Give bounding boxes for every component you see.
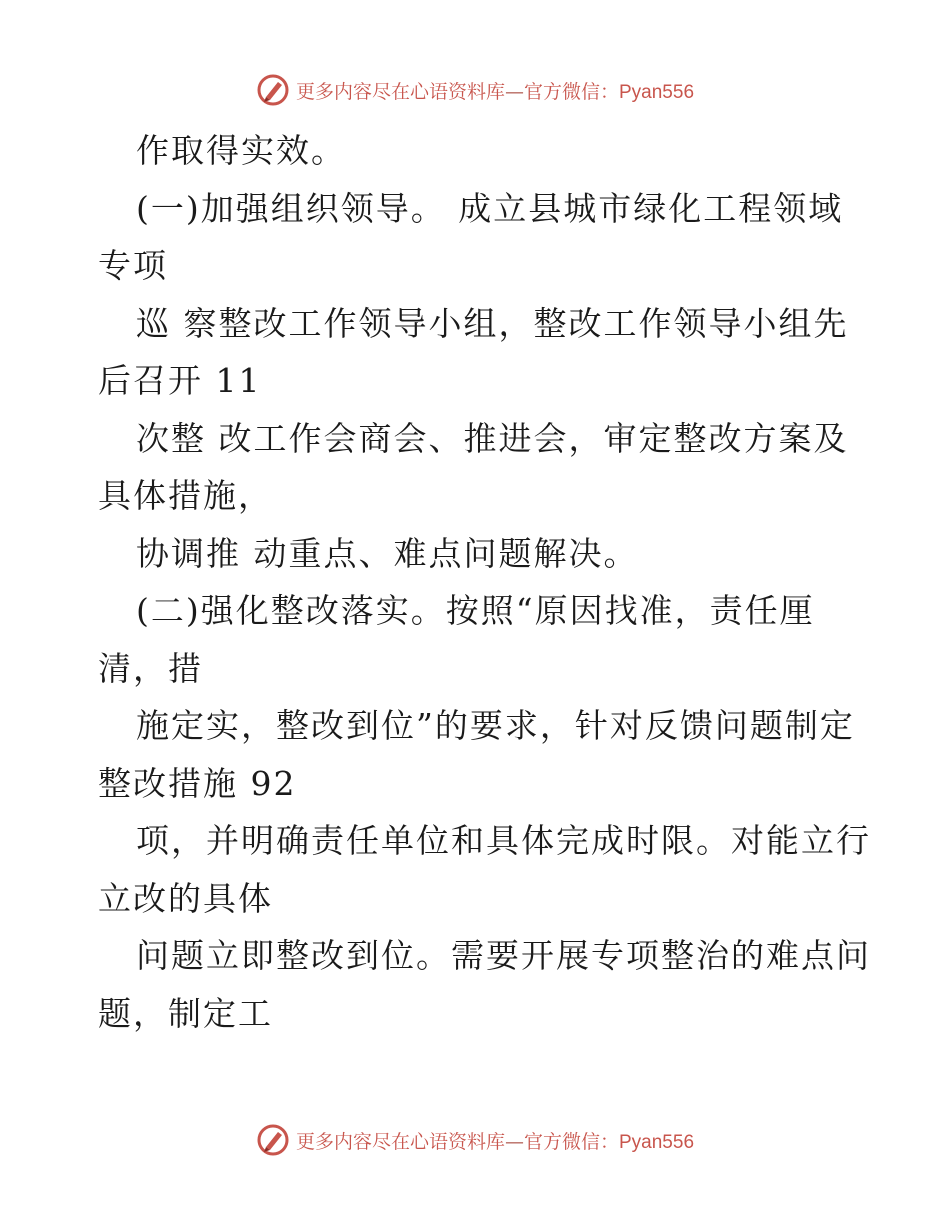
body-line: 立改的具体 [98, 878, 273, 918]
body-line: (一)加强组织领导。 成立县城市绿化工程领域 [136, 188, 844, 228]
body-line: 具体措施， [98, 476, 273, 515]
pen-seal-icon [256, 1123, 290, 1157]
body-line: 清，措 [98, 648, 203, 688]
body-line: 次整 改工作会商会、推进会，审定整改方案及 [136, 418, 849, 458]
body-line: 巡 察整改工作领导小组，整改工作领导小组先 [136, 303, 849, 343]
body-line: 专项 [98, 246, 168, 285]
pen-seal-icon [256, 73, 290, 107]
header-watermark [0, 70, 950, 110]
body-line: 后召开 11 [98, 361, 262, 400]
body-line: 题，制定工 [98, 993, 273, 1033]
body-line: (二)强化整改落实。按照“原因找准，责任厘 [136, 591, 815, 630]
watermark-text: 更多内容尽在心语资料库—官方微信：Pyan556 [295, 80, 695, 103]
body-line: 协调推 动重点、难点问题解决。 [136, 533, 639, 573]
body-line: 问题立即整改到位。需要开展专项整治的难点问 [136, 936, 871, 975]
body-line: 施定实，整改到位”的要求，针对反馈问题制定 [136, 706, 855, 745]
body-line: 作取得实效。 [136, 131, 346, 170]
document-body [98, 122, 871, 1042]
watermark-text: 更多内容尽在心语资料库—官方微信：Pyan556 [295, 1130, 695, 1153]
body-line: 项，并明确责任单位和具体完成时限。对能立行 [136, 821, 871, 860]
body-line: 整改措施 92 [98, 763, 297, 803]
footer-watermark [0, 1120, 950, 1160]
